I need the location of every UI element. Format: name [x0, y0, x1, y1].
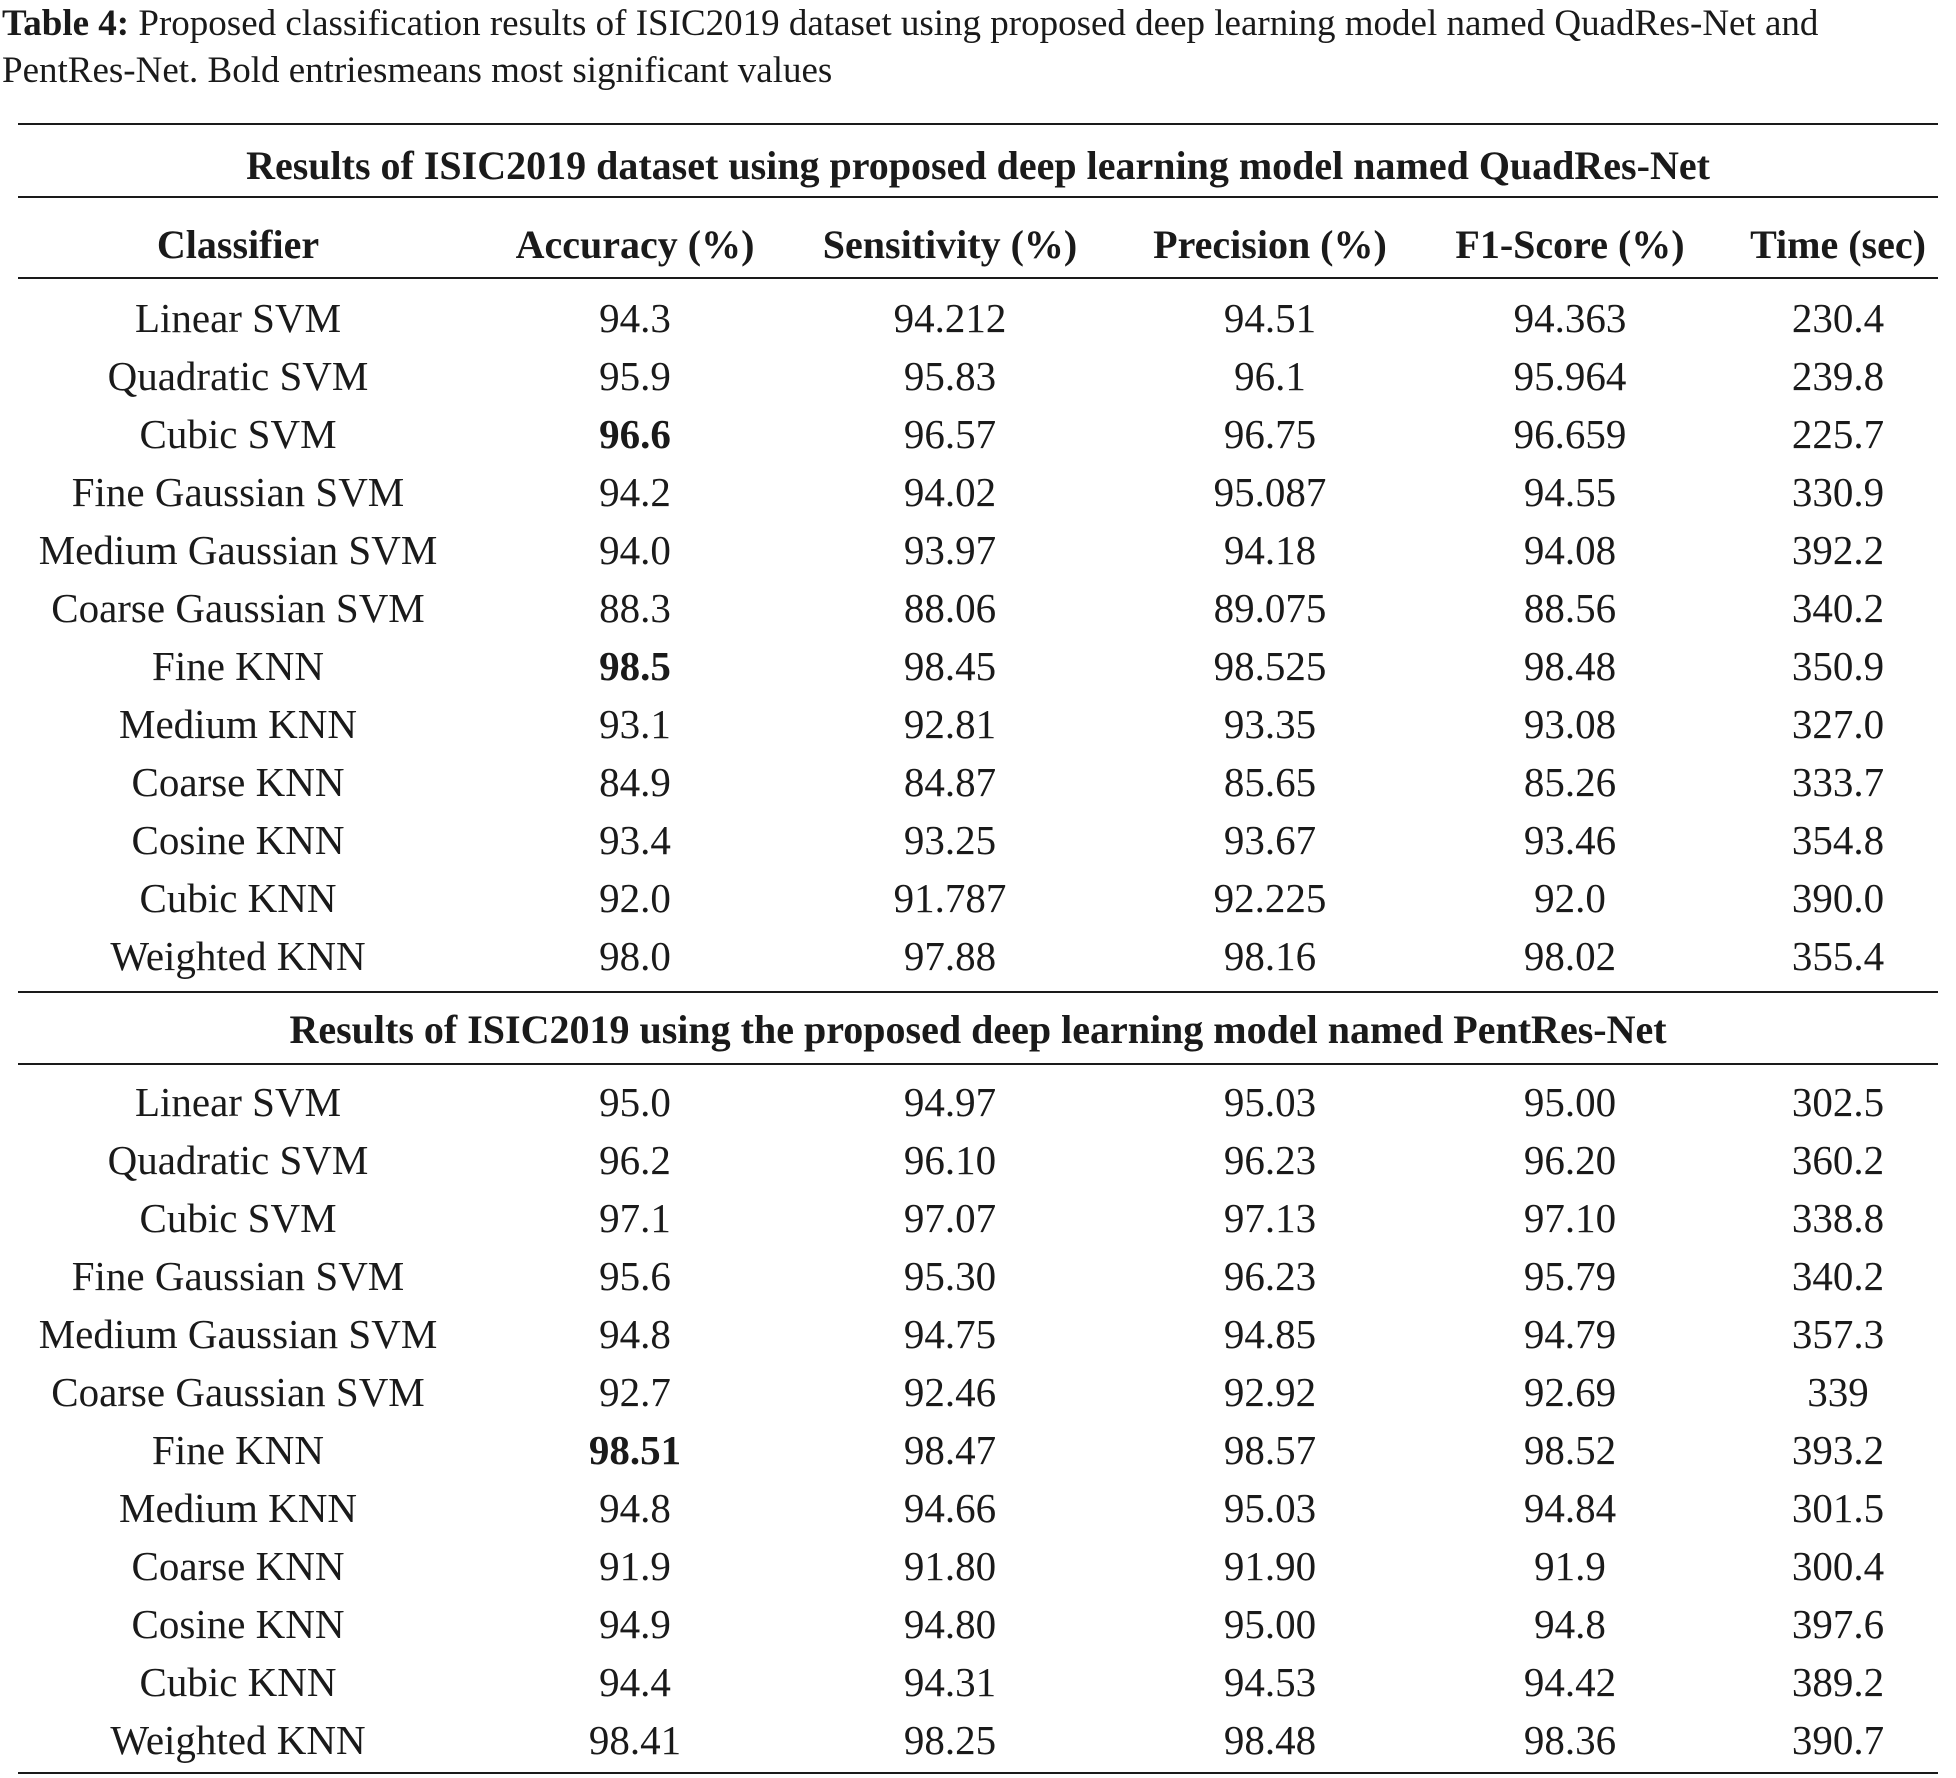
table-row: [0, 347, 1956, 405]
cell-f1: 98.36: [1523, 1717, 1617, 1763]
cell-precision: 92.92: [1223, 1369, 1317, 1415]
cell-accuracy: 98.41: [588, 1717, 682, 1763]
cell-classifier: Cosine KNN: [131, 817, 345, 863]
cell-sensitivity: 94.66: [903, 1485, 997, 1531]
cell-accuracy: 95.6: [599, 1253, 671, 1299]
cell-precision: 97.13: [1223, 1195, 1317, 1241]
cell-time: 390.0: [1791, 875, 1885, 921]
cell-accuracy: 94.8: [599, 1311, 671, 1357]
cell-sensitivity: 84.87: [903, 759, 997, 805]
bottom-rule: [18, 1772, 1938, 1774]
cell-time: 301.5: [1791, 1485, 1885, 1531]
cell-sensitivity: 95.83: [903, 353, 997, 399]
header-classifier: Classifier: [156, 222, 320, 267]
table-row: [0, 579, 1956, 637]
cell-precision: 95.03: [1223, 1485, 1317, 1531]
section-rule-top-pentres: [18, 991, 1938, 993]
table-row: [0, 1363, 1956, 1421]
cell-accuracy: 98.5: [599, 643, 671, 689]
cell-time: 302.5: [1791, 1079, 1885, 1125]
cell-sensitivity: 93.97: [903, 527, 997, 573]
cell-precision: 96.23: [1223, 1253, 1317, 1299]
cell-classifier: Fine KNN: [152, 643, 324, 689]
table-row: [0, 1711, 1956, 1769]
cell-time: 354.8: [1791, 817, 1885, 863]
cell-accuracy: 98.51: [588, 1427, 682, 1473]
cell-precision: 94.85: [1223, 1311, 1317, 1357]
cell-sensitivity: 97.07: [903, 1195, 997, 1241]
cell-precision: 96.23: [1223, 1137, 1317, 1183]
cell-f1: 88.56: [1523, 585, 1617, 631]
cell-precision: 96.1: [1234, 353, 1306, 399]
cell-accuracy: 93.1: [599, 701, 671, 747]
cell-f1: 85.26: [1523, 759, 1617, 805]
cell-sensitivity: 88.06: [903, 585, 997, 631]
cell-classifier: Quadratic SVM: [107, 1137, 369, 1183]
table-row: [0, 1479, 1956, 1537]
cell-time: 225.7: [1791, 411, 1885, 457]
cell-classifier: Medium KNN: [118, 1485, 357, 1531]
cell-precision: 92.225: [1213, 875, 1327, 921]
cell-time: 397.6: [1791, 1601, 1885, 1647]
cell-f1: 93.46: [1523, 817, 1617, 863]
header-accuracy: Accuracy (%): [515, 222, 755, 267]
cell-classifier: Cubic KNN: [139, 875, 337, 921]
cell-precision: 94.18: [1223, 527, 1317, 573]
cell-f1: 94.84: [1523, 1485, 1617, 1531]
cell-sensitivity: 97.88: [903, 933, 997, 979]
cell-precision: 96.75: [1223, 411, 1317, 457]
table-row: [0, 1537, 1956, 1595]
header-rule: [18, 277, 1938, 279]
table-row: [0, 811, 1956, 869]
cell-sensitivity: 96.57: [903, 411, 997, 457]
cell-accuracy: 94.3: [599, 295, 671, 341]
cell-classifier: Cubic SVM: [139, 411, 337, 457]
cell-f1: 96.659: [1513, 411, 1627, 457]
cell-f1: 93.08: [1523, 701, 1617, 747]
cell-accuracy: 94.9: [599, 1601, 671, 1647]
cell-time: 327.0: [1791, 701, 1885, 747]
cell-time: 392.2: [1791, 527, 1885, 573]
cell-accuracy: 94.8: [599, 1485, 671, 1531]
cell-sensitivity: 93.25: [903, 817, 997, 863]
table-row: [0, 1247, 1956, 1305]
cell-f1: 94.08: [1523, 527, 1617, 573]
cell-f1: 91.9: [1534, 1543, 1606, 1589]
cell-classifier: Linear SVM: [134, 1079, 342, 1125]
cell-sensitivity: 98.25: [903, 1717, 997, 1763]
cell-time: 333.7: [1791, 759, 1885, 805]
cell-sensitivity: 94.212: [893, 295, 1007, 341]
cell-precision: 91.90: [1223, 1543, 1317, 1589]
section-title-quadres: Results of ISIC2019 dataset using proposed deep learning model named QuadRes-Net: [246, 143, 1710, 188]
section-rule-pentres: [18, 1063, 1938, 1065]
cell-time: 338.8: [1791, 1195, 1885, 1241]
table-row: [0, 637, 1956, 695]
cell-time: 357.3: [1791, 1311, 1885, 1357]
cell-classifier: Coarse KNN: [131, 1543, 345, 1589]
cell-accuracy: 92.7: [599, 1369, 671, 1415]
cell-classifier: Cubic KNN: [139, 1659, 337, 1705]
cell-f1: 98.52: [1523, 1427, 1617, 1473]
cell-classifier: Weighted KNN: [110, 1717, 366, 1763]
cell-precision: 95.087: [1213, 469, 1327, 515]
table-row: [0, 521, 1956, 579]
cell-precision: 94.53: [1223, 1659, 1317, 1705]
cell-classifier: Linear SVM: [134, 295, 342, 341]
cell-accuracy: 95.0: [599, 1079, 671, 1125]
cell-accuracy: 84.9: [599, 759, 671, 805]
cell-accuracy: 93.4: [599, 817, 671, 863]
table-row: [0, 1595, 1956, 1653]
table-row: [0, 463, 1956, 521]
cell-accuracy: 92.0: [599, 875, 671, 921]
cell-f1: 95.00: [1523, 1079, 1617, 1125]
cell-time: 390.7: [1791, 1717, 1885, 1763]
cell-time: 389.2: [1791, 1659, 1885, 1705]
table-caption: [2, 0, 1952, 94]
cell-precision: 95.00: [1223, 1601, 1317, 1647]
header-f1: F1-Score (%): [1455, 222, 1685, 267]
cell-time: 393.2: [1791, 1427, 1885, 1473]
table-row: [0, 753, 1956, 811]
cell-sensitivity: 94.02: [903, 469, 997, 515]
cell-f1: 96.20: [1523, 1137, 1617, 1183]
cell-f1: 97.10: [1523, 1195, 1617, 1241]
cell-time: 350.9: [1791, 643, 1885, 689]
cell-accuracy: 98.0: [599, 933, 671, 979]
cell-accuracy: 94.2: [599, 469, 671, 515]
cell-accuracy: 96.6: [599, 411, 671, 457]
section-rule-quadres: [18, 196, 1938, 198]
cell-sensitivity: 98.45: [903, 643, 997, 689]
cell-sensitivity: 91.80: [903, 1543, 997, 1589]
cell-accuracy: 95.9: [599, 353, 671, 399]
table-row: [0, 1653, 1956, 1711]
caption-label: Table 4:: [2, 3, 130, 44]
cell-classifier: Coarse KNN: [131, 759, 345, 805]
cell-precision: 98.48: [1223, 1717, 1317, 1763]
cell-precision: 98.525: [1213, 643, 1327, 689]
cell-sensitivity: 98.47: [903, 1427, 997, 1473]
cell-time: 340.2: [1791, 585, 1885, 631]
cell-classifier: Weighted KNN: [110, 933, 366, 979]
cell-time: 340.2: [1791, 1253, 1885, 1299]
table-row: [0, 695, 1956, 753]
table-row: [0, 405, 1956, 463]
cell-f1: 92.0: [1534, 875, 1606, 921]
cell-classifier: Fine Gaussian SVM: [71, 469, 405, 515]
table-row: [0, 869, 1956, 927]
cell-classifier: Medium Gaussian SVM: [38, 1311, 438, 1357]
table-row: [0, 1421, 1956, 1479]
header-time: Time (sec): [1750, 222, 1926, 267]
cell-time: 355.4: [1791, 933, 1885, 979]
cell-classifier: Medium KNN: [118, 701, 357, 747]
cell-precision: 93.67: [1223, 817, 1317, 863]
cell-f1: 94.42: [1523, 1659, 1617, 1705]
cell-classifier: Coarse Gaussian SVM: [51, 1369, 425, 1415]
cell-precision: 94.51: [1223, 295, 1317, 341]
cell-f1: 98.48: [1523, 643, 1617, 689]
cell-sensitivity: 91.787: [893, 875, 1007, 921]
cell-accuracy: 96.2: [599, 1137, 671, 1183]
cell-sensitivity: 94.97: [903, 1079, 997, 1125]
cell-precision: 93.35: [1223, 701, 1317, 747]
table-row: [0, 1131, 1956, 1189]
cell-sensitivity: 96.10: [903, 1137, 997, 1183]
cell-f1: 94.55: [1523, 469, 1617, 515]
table-row: [0, 1073, 1956, 1131]
cell-classifier: Cubic SVM: [139, 1195, 337, 1241]
cell-classifier: Cosine KNN: [131, 1601, 345, 1647]
cell-classifier: Quadratic SVM: [107, 353, 369, 399]
table-row: [0, 289, 1956, 347]
header-sensitivity: Sensitivity (%): [822, 222, 1078, 267]
cell-time: 239.8: [1791, 353, 1885, 399]
table-row: [0, 927, 1956, 985]
cell-sensitivity: 95.30: [903, 1253, 997, 1299]
table-row: [0, 1189, 1956, 1247]
column-header-row: [0, 210, 1956, 268]
top-rule: [18, 123, 1938, 125]
cell-time: 330.9: [1791, 469, 1885, 515]
cell-precision: 98.16: [1223, 933, 1317, 979]
cell-sensitivity: 94.75: [903, 1311, 997, 1357]
cell-precision: 95.03: [1223, 1079, 1317, 1125]
section-title-pentres: Results of ISIC2019 using the proposed deep learning model named PentRes-Net: [289, 1007, 1667, 1052]
cell-accuracy: 94.4: [599, 1659, 671, 1705]
cell-sensitivity: 94.31: [903, 1659, 997, 1705]
cell-time: 339: [1807, 1369, 1869, 1415]
cell-f1: 94.79: [1523, 1311, 1617, 1357]
cell-f1: 94.363: [1513, 295, 1627, 341]
cell-classifier: Medium Gaussian SVM: [38, 527, 438, 573]
cell-sensitivity: 92.81: [903, 701, 997, 747]
cell-precision: 98.57: [1223, 1427, 1317, 1473]
cell-classifier: Fine Gaussian SVM: [71, 1253, 405, 1299]
cell-sensitivity: 92.46: [903, 1369, 997, 1415]
cell-accuracy: 97.1: [599, 1195, 671, 1241]
cell-f1: 95.964: [1513, 353, 1627, 399]
cell-classifier: Coarse Gaussian SVM: [51, 585, 425, 631]
cell-f1: 95.79: [1523, 1253, 1617, 1299]
caption-text: Proposed classification results of ISIC2019 dataset using proposed deep learning model named QuadRes-Net and PentRes-Net. Bold entriesmeans most significant values: [2, 3, 1819, 91]
cell-accuracy: 94.0: [599, 527, 671, 573]
cell-accuracy: 91.9: [599, 1543, 671, 1589]
cell-time: 230.4: [1791, 295, 1885, 341]
cell-classifier: Fine KNN: [152, 1427, 324, 1473]
cell-f1: 98.02: [1523, 933, 1617, 979]
table-row: [0, 1305, 1956, 1363]
cell-precision: 85.65: [1223, 759, 1317, 805]
cell-f1: 94.8: [1534, 1601, 1606, 1647]
header-precision: Precision (%): [1153, 222, 1387, 267]
cell-f1: 92.69: [1523, 1369, 1617, 1415]
cell-precision: 89.075: [1213, 585, 1327, 631]
cell-time: 300.4: [1791, 1543, 1885, 1589]
cell-accuracy: 88.3: [599, 585, 671, 631]
cell-sensitivity: 94.80: [903, 1601, 997, 1647]
cell-time: 360.2: [1791, 1137, 1885, 1183]
